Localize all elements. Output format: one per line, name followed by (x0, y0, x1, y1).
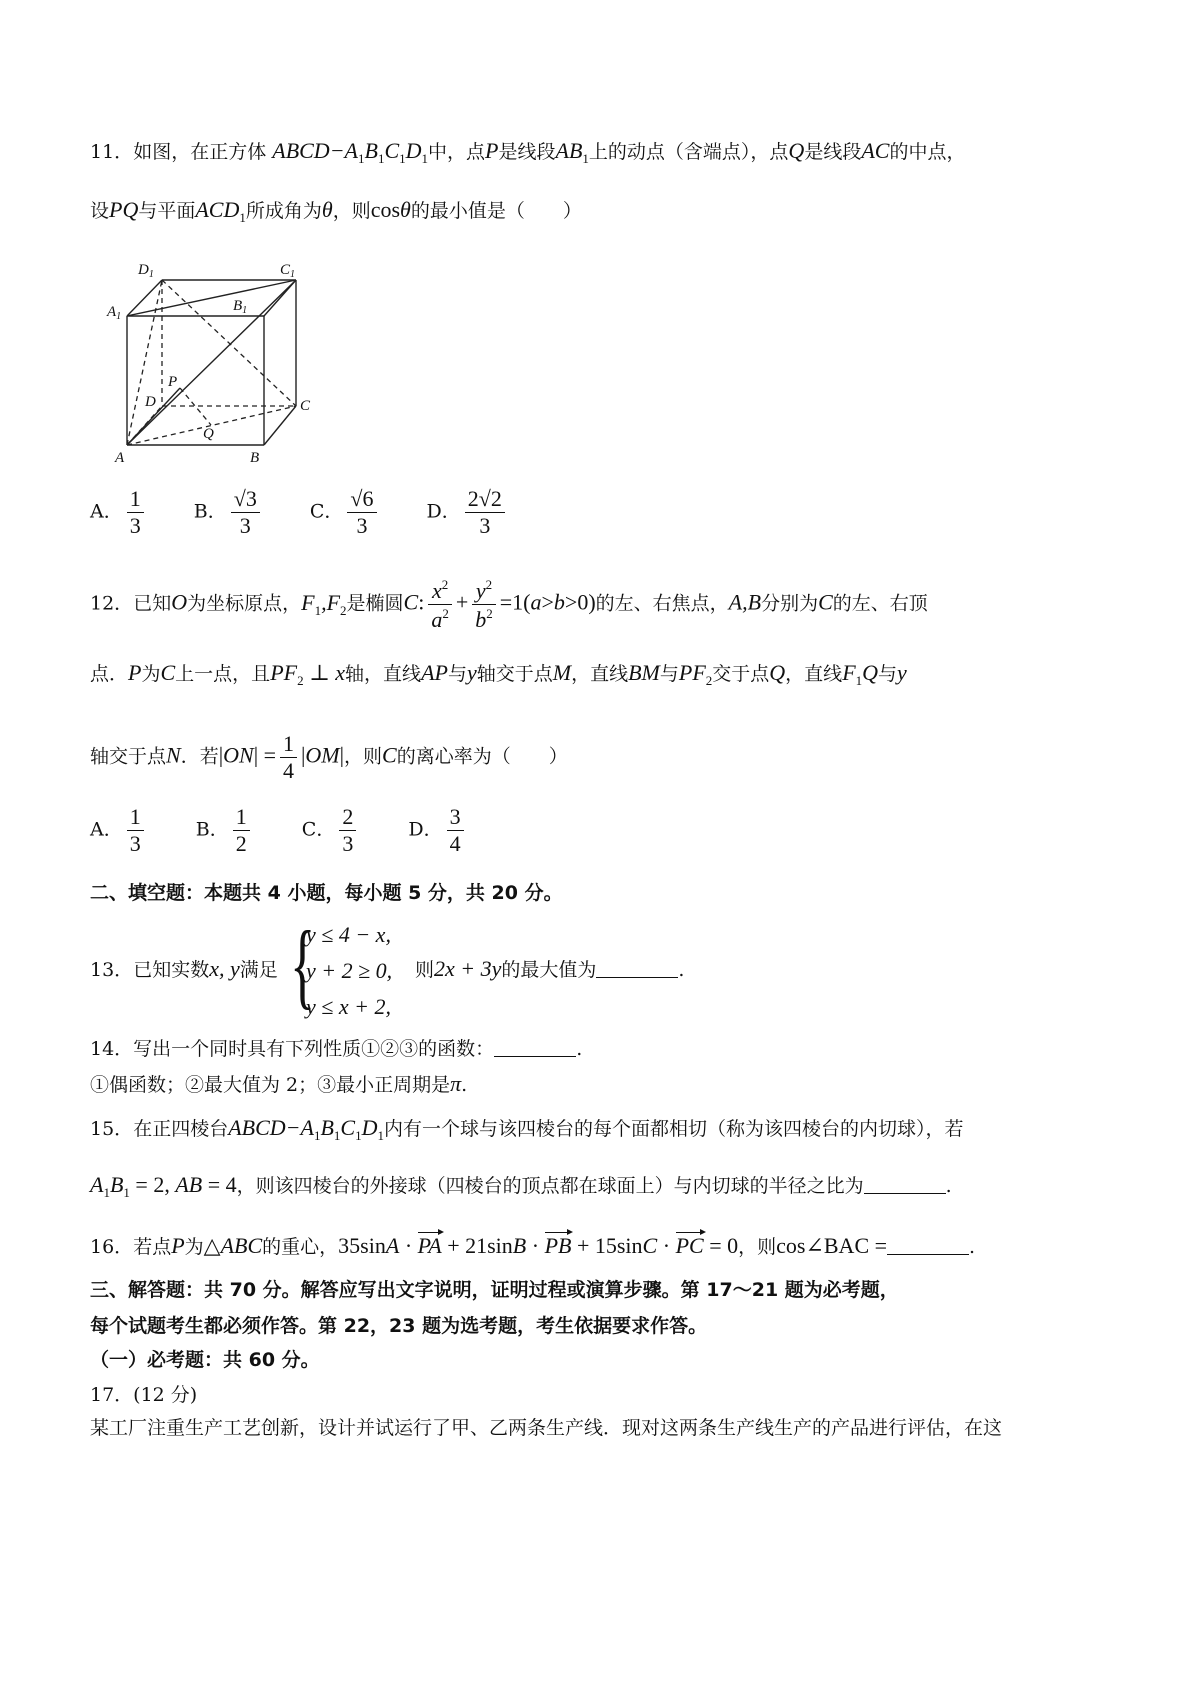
section2-heading: 二、填空题：本题共 4 小题，每小题 5 分，共 20 分。 (90, 882, 563, 904)
line-A1-C1 (127, 280, 296, 316)
section3-heading-line2: 每个试题考生都必须作答。第 22，23 题为选考题，考生依据要求作答。 (90, 1315, 708, 1337)
q12-line2: 点．P为C上一点，且$PF_2$ ⊥ x轴，直线AP与y轴交于点M，直线BM与$PF_2$交于点Q，直线$F_1Q$与y (90, 660, 907, 688)
q11-option-c[interactable]: C． $\frac{√6}{3}$ (310, 488, 381, 537)
q14-line2: ①偶函数；②最大值为 2；③最小正周期是π. (90, 1071, 468, 1096)
label-A1: $A_1$ (107, 304, 122, 322)
q11-option-a[interactable]: A． $\frac{1}{3}$ (90, 488, 148, 537)
q13-tail: 则2x + 3y的最大值为 . (415, 956, 685, 981)
label-D: D (145, 394, 156, 410)
label-A: A (115, 450, 125, 466)
q12-option-d[interactable]: D． $\frac{3}{4}$ (408, 806, 467, 855)
label-B1: $B_1$ (233, 298, 248, 316)
q15-line1: 15．在正四棱台$ABCD-A_1B_1C_1D_1$内有一个球与该四棱台的每个面都相切（称为该四棱台的内切球），若 (90, 1115, 964, 1143)
q13-lead: 13．已知实数x, y满足 (90, 956, 278, 981)
q13-constraint-3: y ≤ x + 2, (306, 994, 391, 1019)
q13-brace: { (290, 911, 316, 1018)
label-Q: Q (203, 426, 214, 442)
q16-answer-blank[interactable] (887, 1236, 969, 1255)
q11-option-d[interactable]: D． $\frac{2√2}{3}$ (427, 488, 509, 537)
q11-line1: 11．如图，在正方体 $ABCD-A_1B_1C_1D_1$中，点P是线段$AB_1$上的动点（含端点），点Q是线段AC的中点， (90, 138, 966, 166)
cube-figure (100, 258, 320, 468)
q11-option-b[interactable]: B． $\frac{√3}{3}$ (194, 488, 264, 537)
label-C1: $C_1$ (280, 262, 296, 280)
label-B: B (250, 450, 260, 466)
q16-line: 16．若点P为△ABC的重心，35sinA · PA + 21sinB · PB + 15sinC · PC = 0，则cos∠BAC = . (90, 1233, 976, 1258)
line-A-D1 (127, 280, 162, 445)
q13-constraint-2: y + 2 ≥ 0, (306, 958, 393, 983)
q17-number: 17．(12 分) (90, 1384, 198, 1406)
label-P: P (168, 374, 178, 390)
label-C: C (300, 398, 311, 414)
q15-line2: $A_1B_1 = 2$, AB = 4，则该四棱台的外接球（四棱台的顶点都在球面上）与内切球的半径之比为 . (90, 1172, 952, 1200)
section3-subheading: （一）必考题：共 60 分。 (90, 1349, 320, 1371)
line-A-C1 (127, 280, 296, 445)
q12-option-a[interactable]: A． $\frac{1}{3}$ (90, 806, 148, 855)
q15-answer-blank[interactable] (864, 1175, 946, 1194)
label-D1: $D_1$ (138, 262, 154, 280)
q14-line1: 14．写出一个同时具有下列性质①②③的函数： . (90, 1038, 583, 1060)
q12-options (90, 806, 468, 855)
q13-answer-blank[interactable] (596, 959, 678, 978)
q11-options (90, 488, 509, 537)
q12-option-b[interactable]: B． $\frac{1}{2}$ (196, 806, 254, 855)
q17-text: 某工厂注重生产工艺创新，设计并试运行了甲、乙两条生产线．现对这两条生产线生产的产品进行评估，在这 (90, 1417, 1003, 1439)
q12-line3: 轴交于点N．若|ON| = $\frac{1}{4}$ |OM|，则C的离心率为（ ） (90, 731, 568, 783)
q14-answer-blank[interactable] (494, 1038, 576, 1057)
q13-constraint-1: y ≤ 4 − x, (306, 922, 391, 947)
section3-heading-line1: 三、解答题：共 70 分。解答应写出文字说明，证明过程或演算步骤。第 17～21 题为必考题， (90, 1279, 899, 1301)
q12-option-c[interactable]: C． $\frac{2}{3}$ (302, 806, 361, 855)
q11-line2: 设PQ与平面$ACD_1$所成角为θ，则cosθ的最小值是（ ） (90, 197, 582, 225)
q12-line1: 12．已知O为坐标原点，$F_1,F_2$是椭圆C: $\frac{x^2}{a^2}$ + $\frac{y^2}{b^2}$ =1(a>b>0)的左、右焦点，A,B分别为C的左、右顶 (90, 577, 928, 632)
edge-A1-D1 (127, 280, 162, 316)
